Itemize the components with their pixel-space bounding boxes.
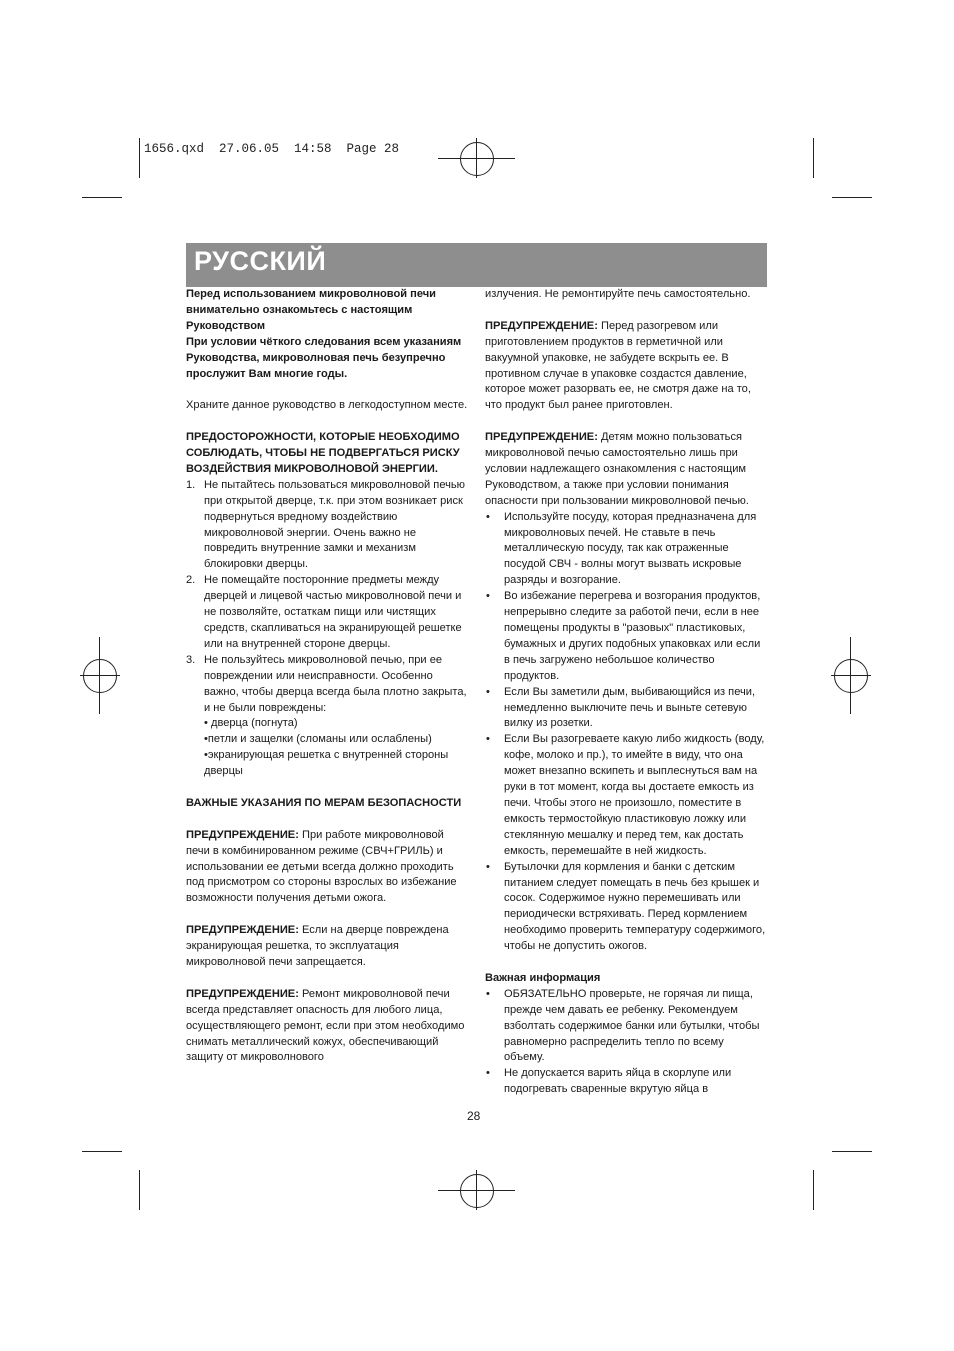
list-item: 3. Не пользуйтесь микроволновой печью, при ее повреждении или неисправности. Особенно важно, чтобы дверца всегда была плотно закрыта, и не были повреждены: (186, 653, 467, 714)
list-item: • ОБЯЗАТЕЛЬНО проверьте, не горячая ли пища, прежде чем давать ее ребенку. Рекомендуем взболтать содержимое банки или бутылки, чтобы равномерно распределить тепло по всему объему. (486, 987, 760, 1064)
crop-mark (832, 1151, 872, 1152)
crop-mark (82, 1151, 122, 1152)
left-column (186, 287, 470, 1066)
list-item: • Используйте посуду, которая предназначена для микроволновых печей. Не ставьте в печь металлическую посуду, так как отраженные посудой СВЧ - волны могут вызвать искровые разряды и возгорание. (486, 510, 757, 587)
damage-item: •экранирующая решетка с внутренней стороны дверцы (204, 749, 449, 778)
warning-paragraph: ПРЕДУПРЕЖДЕНИЕ: Ремонт микроволновой печи всегда представляет опасность для любого лица, осуществляющего ремонт, если при этом необходимо снимать металлический кожух, обеспечивающий защиту от микроволнового (186, 987, 465, 1064)
list-item: 1. Не пытайтесь пользоваться микроволновой печью при открытой дверце, т.к. при этом возникает риск подвернуться вредному воздействию микроволновой энергии. Очень важно не повредить внутренние замки и механизм блокировки дверцы. (186, 478, 465, 571)
section-heading: Важная информация (485, 971, 601, 984)
list-item: • Во избежание перегрева и возгорания продуктов, непрерывно следите за работой печи, если в нее помещены продукты в "разовых" пластиковых, бумажных и других подобных упаковках или если в печь загружено небольшое количество продуктов. (486, 590, 761, 682)
section-heading: ПРЕДОСТОРОЖНОСТИ, КОТОРЫЕ НЕОБХОДИМО СОБЛЮДАТЬ, ЧТОБЫ НЕ ПОДВЕРГАТЬСЯ РИСКУ ВОЗДЕЙСТВИЯ МИКРОВОЛНОВОЙ ЭНЕРГИИ. (186, 431, 460, 475)
intro-text: Перед использованием микроволновой печи внимательно ознакомьтесь с настоящим Руководством (186, 288, 436, 332)
print-slug: 1656.qxd 27.06.05 14:58 Page 28 (144, 142, 400, 156)
damage-item: • дверца (погнута) (204, 717, 298, 730)
crop-mark (813, 138, 814, 178)
crop-mark (139, 1170, 140, 1210)
title-banner (186, 243, 767, 287)
intro-text: При условии чёткого следования всем указаниям Руководства, микроволновая печь безупречно прослужит Вам многие годы. (186, 335, 462, 380)
list-item: • Не допускается варить яйца в скорлупе или подогревать сваренные вкрутую яйца в (486, 1067, 732, 1096)
warning-paragraph: ПРЕДУПРЕЖДЕНИЕ: При работе микроволновой печи в комбинированном режиме (СВЧ+ГРИЛЬ) и использовании ее детьми всегда должно проходить под присмотром со стороны взрослых во избежание возможности получения детьми ожога. (186, 828, 457, 905)
list-item: • Если Вы заметили дым, выбивающийся из печи, немедленно выключите печь и выньте сетевую вилку из розетки. (486, 685, 756, 730)
list-item: 2. Не помещайте посторонние предметы между дверцей и лицевой частью микроволновой печи и не позволяйте, остаткам пищи или чистящих средств, скапливаться на экранирующей решетке или на внутренней стороне дверцы. (186, 574, 462, 650)
crop-mark (82, 197, 122, 198)
warning-paragraph: ПРЕДУПРЕЖДЕНИЕ: Если на дверце повреждена экранирующая решетка, то эксплуатация микроволновой печи запрещается. (186, 924, 449, 968)
warning-paragraph: ПРЕДУПРЕЖДЕНИЕ: Детям можно пользоваться микроволновой печью самостоятельно лишь при условии надлежащего ознакомления с настоящим Руководством, а также при условии понимания опасности при пользовании микроволновой печью. (485, 431, 749, 507)
warning-paragraph: ПРЕДУПРЕЖДЕНИЕ: Перед разогревом или приготовлением продуктов в герметичной или вакуумной упаковке, не забудете вскрыть ее. В противном случае в упаковке создастся давление, которое может разорвать ее, не смотря даже на то, что продукт был ранее приготовлен. (485, 319, 751, 412)
right-column (485, 287, 767, 1098)
damage-item: •петли и защелки (сломаны или ослаблены) (204, 733, 432, 746)
section-heading: ВАЖНЫЕ УКАЗАНИЯ ПО МЕРАМ БЕЗОПАСНОСТИ (186, 796, 462, 809)
page-title: РУССКИЙ (194, 246, 327, 276)
page-number: 28 (467, 1109, 481, 1123)
crop-mark (139, 138, 140, 178)
list-item: • Бутылочки для кормления и банки с детским питанием следует помещать в печь без крышек и сосок. Содержимое нужно перемешивать или периодически встряхивать. Перед кормлением необходимо проверить температуру содержимого, чтобы не допустить ожогов. (486, 860, 766, 953)
crop-mark (813, 1170, 814, 1210)
list-item: • Если Вы разогреваете какую либо жидкость (воду, кофе, молоко и пр.), то имейте в виду, что она может внезапно вскипеть и выплеснуться вам на руки в тот момент, когда вы достаете емкость из печи. Чтобы этого не произошло, поместите в емкость термостойкую пластиковую ложку или стеклянную мешалку и перед тем, как достать емкость, перемешайте в ней жидкость. (486, 733, 765, 857)
crop-mark (832, 197, 872, 198)
keep-manual-text: Храните данное руководство в легкодоступном месте. (186, 399, 468, 412)
continued-text: излучения. Не ремонтируйте печь самостоятельно. (485, 288, 751, 300)
